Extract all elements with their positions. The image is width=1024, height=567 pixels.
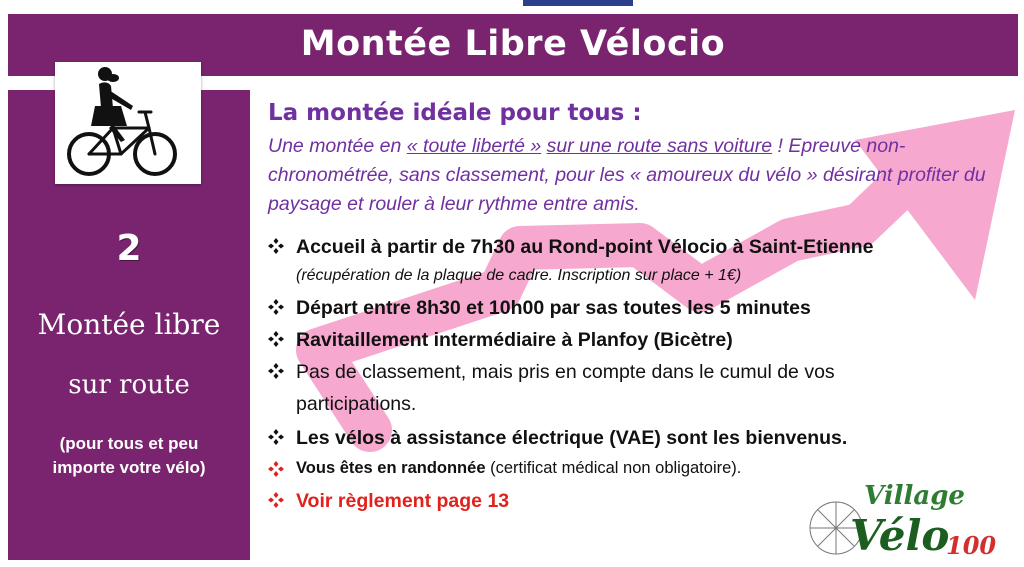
diamond-bullet-icon xyxy=(268,492,284,508)
diamond-bullet-icon xyxy=(268,429,284,445)
bullet-text-4: Pas de classement, mais pris en compte dans le cumul de vos xyxy=(296,361,835,383)
bullet-text-2: Départ entre 8h30 et 10h00 par sas toutes les 5 minutes xyxy=(296,297,811,319)
intro-part2: « toute liberté » xyxy=(406,135,542,157)
logo-word2: Vélo xyxy=(850,511,950,560)
intro-paragraph xyxy=(268,132,1008,219)
bullet-text-1: Accueil à partir de 7h30 au Rond-point Vélocio à Saint-Etienne xyxy=(296,236,874,258)
step-number: 2 xyxy=(116,228,142,269)
bullet-text-6 xyxy=(296,459,741,478)
logo-number: 100 xyxy=(946,531,997,560)
panel-title-line1: Montée libre xyxy=(37,308,221,341)
panel-note-line1: (pour tous et peu xyxy=(59,434,199,453)
main-content xyxy=(268,100,1008,219)
panel-note-line2: importe votre vélo) xyxy=(52,458,206,477)
diamond-bullet-icon xyxy=(268,363,284,379)
diamond-bullet-icon xyxy=(268,238,284,254)
diamond-bullet-icon xyxy=(268,331,284,347)
logo-word1: Village xyxy=(864,481,965,511)
intro-part5: ! Epreuve non-chronométrée, sans classement, pour les « amoureux du vélo » désirant profiter du paysage et rouler à leur rythme entre amis. xyxy=(268,135,986,215)
bullet-text-4-cont: participations. xyxy=(296,393,417,415)
bullet-6-bold: Vous êtes en randonnée xyxy=(296,459,486,477)
diamond-bullet-icon xyxy=(268,461,284,477)
panel-title-line2: sur route xyxy=(68,370,190,400)
intro-part1: Une montée en xyxy=(268,135,407,157)
bullet-1-subnote: (récupération de la plaque de cadre. Inscription sur place + 1€) xyxy=(296,267,742,284)
intro-part4: sur une route sans voiture xyxy=(546,135,773,157)
bullet-6-rest: (certificat médical non obligatoire). xyxy=(485,459,742,477)
content-heading: La montée idéale pour tous : xyxy=(268,100,642,126)
bullet-text-7: Voir règlement page 13 xyxy=(296,490,510,512)
bullet-text-3: Ravitaillement intermédiaire à Planfoy (Bicètre) xyxy=(296,329,733,351)
village-velo-logo xyxy=(806,470,1006,562)
bullet-text-5: Les vélos à assistance électrique (VAE) sont les bienvenus. xyxy=(296,427,848,449)
page-title: Montée Libre Vélocio xyxy=(300,24,726,64)
diamond-bullet-icon xyxy=(268,299,284,315)
